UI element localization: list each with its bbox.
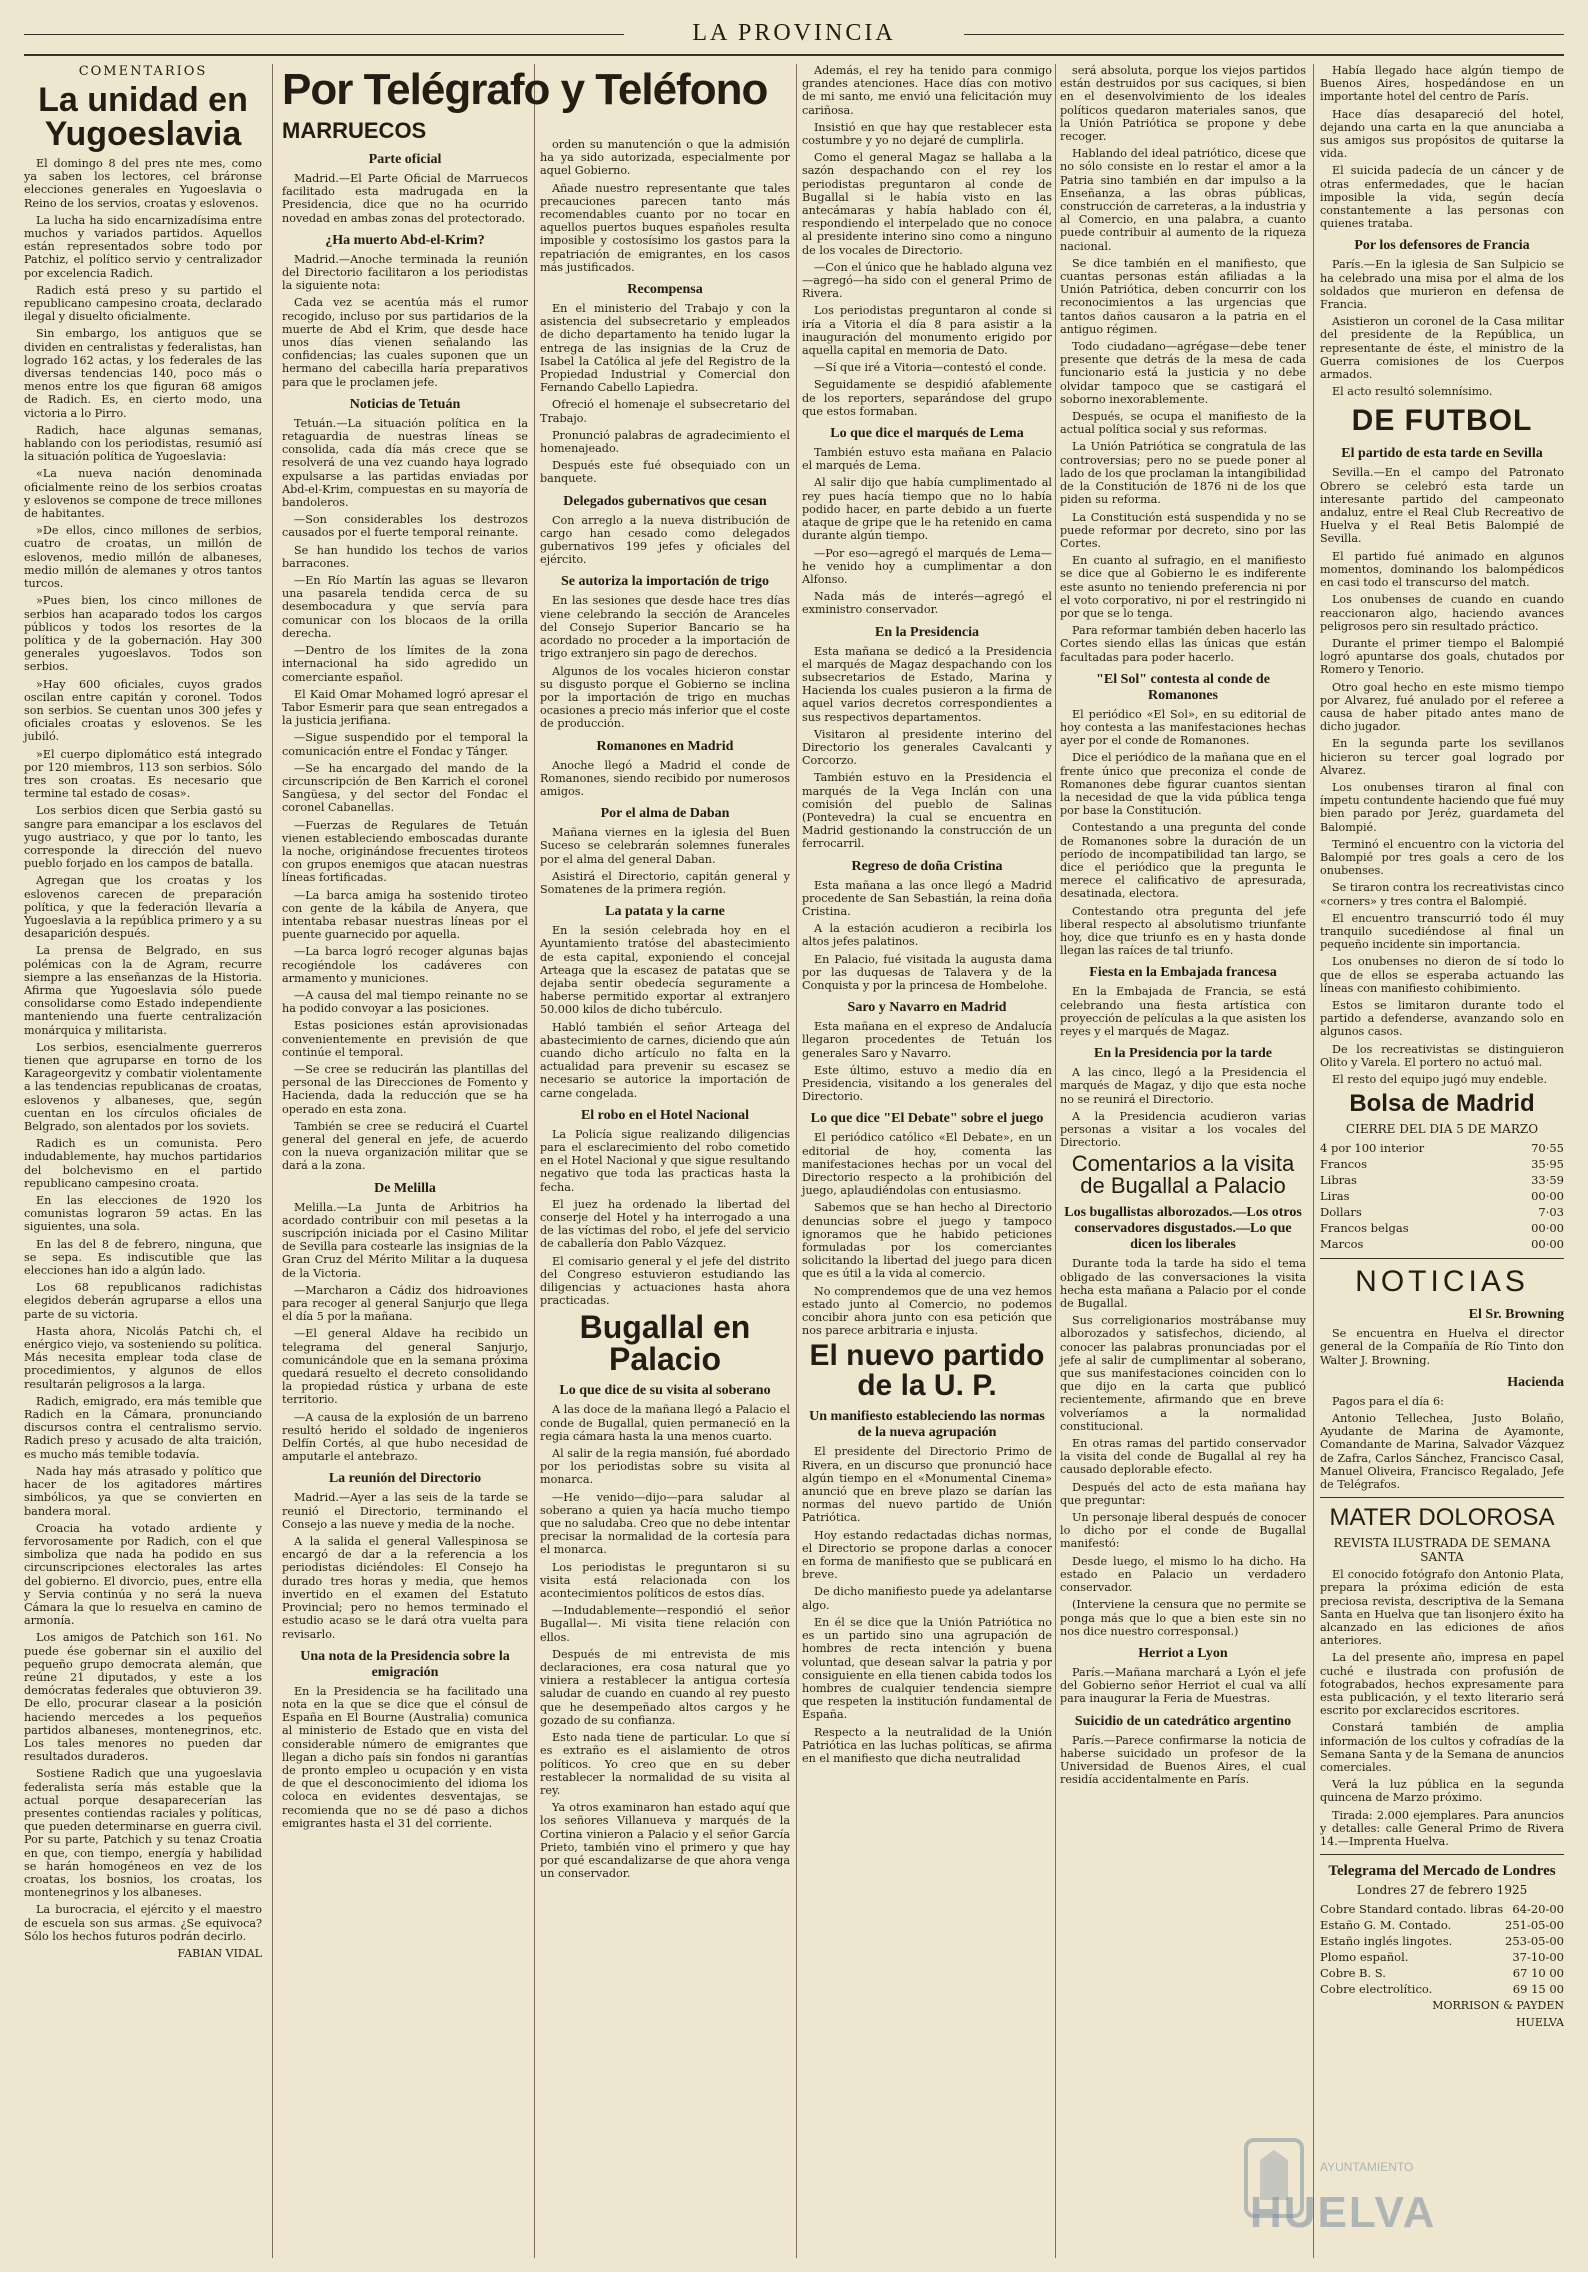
paragraph: Los serbios dicen que Serbia gastó su sangre para emancipar a los esclavos del yugo austriaco, y que por lo tanto, les corresponde la dirección del nuevo pueblo forjado en los campos de batalla. [24, 804, 262, 871]
paragraph: Después, se ocupa el manifiesto de la actual política social y sus reformas. [1060, 410, 1306, 437]
mater-title: MATER DOLOROSA [1329, 1504, 1555, 1532]
watermark-text: HUELVA [1250, 2188, 1437, 2237]
row-value: 33·59 [1531, 1173, 1564, 1188]
paragraph: (Interviene la censura que no permite se ponga más que lo que a bien este sin no nos dice nuestro corresponsal.) [1060, 1598, 1306, 1638]
column-4 [802, 64, 1052, 2258]
paragraph: París.—Mañana marchará a Lyón el jefe del Gobierno señor Herriot el cual va allí para inaugurar la Feria de Muestras. [1060, 1665, 1306, 1706]
paragraph: Sostiene Radich que una yugoeslavia federalista sería más estable que la actual porque desaparecerían las presentes contiendas raciales y políticas, que pueden determinarse en guerra civil. Por su parte, Patchich y su tenaz Croatia en que, con tiempo, energía y habilidad se harán homogéneos en vez de los croatas, los bosnios, los croatas, los montenegrinos y los albaneses. [24, 1767, 262, 1900]
paragraph: —En Río Martín las aguas se llevaron una pasarela tendida cerca de su desembocadura y que servía para comunicar con los blocaos de la orilla derecha. [282, 574, 528, 640]
section-heading: NOTICIAS [1355, 1265, 1529, 1299]
paragraph: Otro goal hecho en este mismo tiempo por Alvarez, fué anulado por el referee a causa de haber pitado antes mano de dicho jugador. [1320, 680, 1564, 734]
article-body [282, 253, 528, 389]
paragraph: —He venido—dijo—para saludar al soberano a quien ya hacía mucho tiempo que no saludaba. Creo que no debe intentar precisar la normalidad de la cortesía para el monarca. [540, 1490, 790, 1557]
subhead: El Sr. Browning [1468, 1307, 1564, 1323]
paragraph: Esta mañana se dedicó a la Presidencia el marqués de Magaz despachando con los subsecretarios de Estado, Marina y Hacienda los cuales pusieron a la firma de aquel varios decretos correspondientes a sus respectivos departamentos. [802, 644, 1052, 724]
subhead: De Melilla [374, 1180, 436, 1196]
masthead [24, 14, 1564, 56]
paragraph: —Indudablemente—respondió el señor Bugallal—. Mi visita tiene relación con ellos. [540, 1604, 790, 1644]
article-body [1060, 1066, 1306, 1149]
subhead: Los bugallistas alborozados.—Los otros conservadores disgustados.—Lo que dicen los liberales [1064, 1205, 1302, 1253]
column-1 [24, 64, 262, 2258]
row-value: 00·00 [1531, 1221, 1564, 1236]
subhead: Herriot a Lyon [1138, 1645, 1228, 1661]
row-value: 70·55 [1531, 1141, 1564, 1156]
paragraph: En otras ramas del partido conservador la visita del conde de Bugallal al rey ha causado deplorable efecto. [1060, 1437, 1306, 1477]
row-value: 69 15 00 [1512, 1982, 1564, 1997]
paragraph: Un personaje liberal después de conocer lo dicho por el conde de Bugallal manifestó: [1060, 1511, 1306, 1551]
article-headline: La unidad en Yugoeslavia [38, 81, 248, 153]
paragraph: Radich, emigrado, era más temible que Radich en la Cámara, pronunciando discursos contra el centralismo servio. Radich preso y acusado de alta traición, es mucho más temible todavía. [24, 1394, 262, 1461]
article-body [802, 1020, 1052, 1103]
table-row [1320, 1981, 1564, 1997]
paragraph: Mañana viernes en la iglesia del Buen Suceso se celebrarán solemnes funerales por el alma del general Daban. [540, 826, 790, 866]
paragraph: En las sesiones que desde hace tres días viene celebrando la sección de Aranceles del Consejo Superior Bancario se ha acordado no proceder a la importación de trigo extranjero sin pago de derechos. [540, 594, 790, 661]
paragraph: Cada vez se acentúa más el rumor recogido, incluso por sus partidarios de la muerte de Abd el Krim, que desde hace unos días vienen señalando las confidencias; las cuales suponen que un hermano del cabecilla haría preparativos para que le proclamen jefe. [282, 296, 528, 389]
paragraph: Los amigos de Patchich son 161. No puede ése gobernar sin el auxilio del pequeño grupo democrata alemán, que reúne 21 diputados, y este a los demócratas federales que obtuvieron 39. De ello, procurar clasear a la posición haciendo mercedes a los pequeños partidos albaneses, montenegrinos, etc. Los tales menores no pueden dar resultados duraderos. [24, 1631, 262, 1764]
article-body [282, 172, 528, 225]
paragraph: Los 68 republicanos radichistas elegidos deberán agruparse a ellos una parte de su victoria. [24, 1281, 262, 1321]
paragraph: En la segunda parte los sevillanos hicieron su tercer goal logrado por Alvarez. [1320, 737, 1564, 777]
paragraph: Contestando a una pregunta del conde de Romanones sobre la duración de un período de incompatibilidad tan largo, se dice el periódico que la pregunta le merece el calificativo de apresurada, desatinada, electora. [1060, 821, 1306, 901]
row-label: Cobre B. S. [1320, 1966, 1386, 1981]
article-body [802, 879, 1052, 993]
paragraph: Ya otros examinaron han estado aquí que los señores Villanueva y marqués de la Cortina vinieron a Palacio y el señor García Prieto, también vino el primero y que hay por qué escandalizarse de que ahora venga un conservador. [540, 1801, 790, 1881]
paragraph: Asistirá el Directorio, capitán general y Somatenes de la primera región. [540, 869, 790, 896]
subhead: Lo que dice de su visita al soberano [559, 1383, 771, 1399]
subhead: Suicidio de un catedrático argentino [1074, 1713, 1292, 1729]
article-body [1060, 985, 1306, 1038]
paragraph: A las doce de la mañana llegó a Palacio el conde de Bugallal, quien permaneció en la regia cámara hasta la una menos cuarto. [540, 1403, 790, 1443]
paragraph: Croacia ha votado ardiente y fervorosamente por Radich, con el que simboliza que nada ha podido en sus circunscripciones electorales las artes del gobierno. El divorcio, pues, entre ella y Servia continúa y no será la nueva Cámara la que lo resuelva en camino de armonía. [24, 1521, 262, 1628]
table-row [1320, 1949, 1564, 1965]
paragraph: La prensa de Belgrado, en sus polémicas con la de Agram, recurre siempre a las enseñanzas de la Historia. Afirma que Yugoeslavia sólo puede consolidarse como Estado independiente manteniendo una fuerte centralización monárquica y militarista. [24, 944, 262, 1037]
article-body [540, 759, 790, 799]
paragraph: Antonio Tellechea, Justo Bolaño, Ayudante de Marina de Ayamonte, Comandante de Marina, Salvador Vázquez de Zafra, Carlos Sánchez, Francisco Casal, Manuel Oliveira, Francisco Regalado, Jefe de Telégrafos. [1320, 1412, 1564, 1492]
paragraph: Contestando otra pregunta del jefe liberal respecto al absolutismo triunfante hoy, dice que triunfo es en y hasta donde llegan las raíces de tal triunfo. [1060, 904, 1306, 958]
paragraph: El encuentro transcurrió todo él muy tranquilo sucediéndose al final un pequeño incidente sin importancia. [1320, 911, 1564, 952]
paragraph: Después este fué obsequiado con un banquete. [540, 459, 790, 486]
paragraph: Seguidamente se despidió afablemente de los reporters, separándose del grupo que estos formaban. [802, 378, 1052, 418]
paragraph: —Fuerzas de Regulares de Tetuán vienen estableciendo emboscadas durante la noche, originándose frecuentes tiroteos con grupos enemigos que atacan nuestras líneas fortificadas. [282, 818, 528, 885]
paragraph: Los onubenses no dieron de sí todo lo que de ellos se esperaba actuando las líneas con manifiesto cohibimiento. [1320, 955, 1564, 995]
paragraph: será absoluta, porque los viejos partidos están destruidos por sus caciques, si bien en el desenvolvimiento de los ideales políticos quedaron materiales sanos, que la Unión Patriótica se propone y debe recoger. [1060, 64, 1306, 144]
paragraph: Tetuán.—La situación política en la retaguardia de nuestras líneas se consolida, cada día más crece que se resolverá de una vez cuando haya logrado expulsarse a las partidas enviadas por Abd-el-Krim, compuestas en su mayoría de bandoleros. [282, 416, 528, 510]
paragraph: El conocido fotógrafo don Antonio Plata, prepara la próxima edición de esta preciosa revista, descriptiva de la Semana Santa en Huelva que tan lisonjero éxito ha alcanzado en las ediciones de años anteriores. [1320, 1568, 1564, 1648]
subhead: El partido de esta tarde en Sevilla [1341, 446, 1543, 462]
subhead: En la Presidencia [875, 624, 979, 640]
table-row [1320, 1220, 1564, 1236]
paragraph: De dicho manifiesto puede ya adelantarse algo. [802, 1585, 1052, 1612]
paragraph: Al salir dijo que había cumplimentado al rey pues hacía tiempo que no lo había podido hacer, en parte debido a un fuerte ataque de gripe que le ha retenido en cama durante algún tiempo. [802, 476, 1052, 543]
telegram-date: Londres 27 de febrero 1925 [1356, 1883, 1528, 1898]
paragraph: En Palacio, fué visitada la augusta dama por las duquesas de Talavera y de la Conquista y por la princesa de Hombelohe. [802, 952, 1052, 992]
subhead: Se autoriza la importación de trigo [560, 574, 770, 590]
paragraph: En cuanto al sufragio, en el manifiesto se dice que al Gobierno le es indiferente este asunto no teniendo preferencia ni por el voto corporativo, ni por el restringido ni por que se lo tenga. [1060, 554, 1306, 620]
paragraph: Ofreció el homenaje el subsecretario del Trabajo. [540, 398, 790, 425]
paragraph: El juez ha ordenado la libertad del conserje del Hotel y ha interrogado a una de las víctimas del robo, el jefe del servicio de caballería don Pablo Vázquez. [540, 1197, 790, 1251]
paragraph: En la Presidencia se ha facilitado una nota en la que se dice que el cónsul de España en El Bourne (Australia) comunica al ministerio de Estado que en vista del considerable número de emigrantes que llegan a dicho país sin fondos ni garantías de pronto empleo u ocupación y en vista de que el desconocimiento del idioma los coloca en evidentes desventajas, se recomienda que no se dé paso a dichos emigrantes hasta el 31 del corriente. [282, 1684, 528, 1830]
paragraph: Al salir de la regia mansión, fué abordado por los periodistas sobre su visita al monarca. [540, 1447, 790, 1487]
paragraph: Agregan que los croatas y los eslovenos carecen de preparación política, y que la federación llevaría a Yugoeslavia a la república primero y a su desaparición después. [24, 874, 262, 941]
subhead: Lo que dice "El Debate" sobre el juego [810, 1111, 1044, 1127]
article-body [540, 138, 790, 274]
paragraph: También estuvo esta mañana en Palacio el marqués de Lema. [802, 446, 1052, 473]
paragraph: Constará también de amplia información de los cultos y cofradías de la Semana Santa y de la Semana de anuncios comerciales. [1320, 1721, 1564, 1775]
subhead: Delegados gubernativos que cesan [563, 493, 767, 509]
paragraph: —Sigue suspendido por el temporal la comunicación entre el Fondac y Tánger. [282, 731, 528, 758]
row-value: 37-10-00 [1512, 1950, 1564, 1965]
row-value: 67 10 00 [1512, 1966, 1564, 1981]
row-label: Liras [1320, 1189, 1350, 1204]
subhead: Romanones en Madrid [596, 738, 734, 754]
table-row [1320, 1901, 1564, 1917]
mater-subtitle: REVISTA ILUSTRADA DE SEMANA SANTA [1333, 1536, 1551, 1565]
paragraph: Pronunció palabras de agradecimiento el homenajeado. [540, 428, 790, 456]
row-label: Cobre Standard contado. libras [1320, 1902, 1504, 1917]
paragraph: Tirada: 2.000 ejemplares. Para anuncios y detalles: calle General Primo de Rivera 14.—Imprenta Huelva. [1320, 1808, 1564, 1849]
paragraph: Nada más de interés—agregó el exministro conservador. [802, 590, 1052, 617]
row-label: 4 por 100 interior [1320, 1141, 1425, 1156]
section-banner-headline: Por Telégrafo y Teléfono [282, 65, 768, 114]
column-5 [1060, 64, 1306, 2258]
paragraph: »De ellos, cinco millones de serbios, cuatro de croatas, un millón de eslovenos, medio millón de albaneses, medio millón de alemanes y otros tantos turcos. [24, 524, 262, 591]
subhead: El robo en el Hotel Nacional [580, 1107, 750, 1123]
subhead: ¿Ha muerto Abd-el-Krim? [325, 232, 485, 248]
paragraph: Durante el primer tiempo el Balompié logró apuntarse dos goals, chutados por Romero y Tenorio. [1320, 636, 1564, 677]
paragraph: La burocracia, el ejército y el maestro de escuela son sus armas. ¿Se equivoca? Sólo los hechos futuros podrán decirlo. [24, 1903, 262, 1943]
paragraph: Había llegado hace algún tiempo de Buenos Aires, hospedándose en un importante hotel del centro de París. [1320, 64, 1564, 104]
paragraph: Con arreglo a la nueva distribución de cargo han cesado como delegados gubernativos 199 jefes y oficiales del ejército. [540, 513, 790, 567]
paragraph: Algunos de los vocales hicieron constar su disgusto porque el Gobierno se inclina por la importación de trigo en muchas ocasiones a precio más inferior que el coste de producción. [540, 664, 790, 731]
table-row [1320, 1236, 1564, 1252]
bolsa-subtitle: CIERRE DEL DIA 5 DE MARZO [1345, 1122, 1539, 1137]
table-row [1320, 1188, 1564, 1204]
paragraph: En él se dice que la Unión Patriótica no es un partido sino una agrupación de hombres de recta intención y buena voluntad, que desean salvar la patria y por consiguiente en ella tienen cabida todos los hombres de cualquier tendencia siempre que respeten la institución fundamental de España. [802, 1615, 1052, 1722]
row-value: 35·95 [1531, 1157, 1564, 1172]
paragraph: Sin embargo, los antiguos que se dividen en centralistas y federalistas, han logrado 162 actas, y los federales de las diversas tendencias 140, poco más o menos entre los que figuran 68 amigos de Radich. Es, en cierto modo, una victoria a lo Pirro. [24, 327, 262, 420]
article-body [282, 1685, 528, 1830]
article-headline: El nuevo partido de la U. P. [809, 1339, 1045, 1403]
row-label: Dollars [1320, 1205, 1362, 1220]
column-6 [1320, 64, 1564, 2258]
section-kicker: COMENTARIOS [78, 64, 208, 79]
paragraph: Radich, hace algunas semanas, hablando con los periodistas, resumió así la situación política de Yugoeslavia: [24, 423, 262, 464]
article-body [802, 446, 1052, 616]
article-body [1060, 708, 1306, 958]
row-value: 251-05-00 [1505, 1918, 1564, 1933]
paragraph: París.—Parece confirmarse la noticia de haberse suicidado un profesor de la Universidad de Buenos Aires, el cual residía accidentalmente en París. [1060, 1733, 1306, 1787]
paragraph: París.—En la iglesia de San Sulpicio se ha celebrado una misa por el alma de los soldados que murieron en defensa de Francia. [1320, 258, 1564, 312]
article-body [1060, 1734, 1306, 1787]
paragraph: Se tiraron contra los recreativistas cinco «corners» y tres contra el Balompié. [1320, 881, 1564, 908]
article-body [24, 157, 262, 1943]
paragraph: En las elecciones de 1920 los comunistas lograron 59 actas. En las siguientes, una sola. [24, 1194, 262, 1234]
paragraph: »Pues bien, los cinco millones de serbios han acaparado todos los cargos públicos y todos los resortes de la política y de la gobernación. Hay 300 generales yugoeslavos. Todos son serbios. [24, 594, 262, 674]
subhead: En la Presidencia por la tarde [1094, 1046, 1272, 1062]
paragraph: La Policía sigue realizando diligencias para el esclarecimiento del robo cometido en el Hotel Nacional y que sigue resultando negativo que toda las practicas hasta la fecha. [540, 1127, 790, 1194]
section-heading: MARRUECOS [282, 118, 427, 143]
table-row [1320, 1204, 1564, 1220]
table-row [1320, 1917, 1564, 1933]
article-body [1320, 1327, 1564, 1367]
article-body [540, 1128, 790, 1308]
article-headline: Comentarios a la visita de Bugallal a Palacio [1071, 1151, 1295, 1199]
article-body [1060, 1666, 1306, 1706]
paragraph: Hace días desapareció del hotel, dejando una carta en la que anunciaba a sus amigos sus propósitos de quitarse la vida. [1320, 107, 1564, 161]
paragraph: No comprendemos que de una vez hemos estado junto al Comercio, no podemos concibir ahora junto con esa petición que nos parece arbitraria e injusta. [802, 1284, 1052, 1338]
paragraph: Esta mañana a las once llegó a Madrid procedente de San Sebastián, la reina doña Cristina. [802, 878, 1052, 918]
section-heading: DE FUTBOL [1351, 404, 1533, 438]
paragraph: Esto nada tiene de particular. Lo que sí es extraño es el aislamiento de otros políticos. Yo creo que en su deber restablecer la normalidad de su visita al rey. [540, 1731, 790, 1797]
paragraph: Durante toda la tarde ha sido el tema obligado de las conversaciones la visita hecha esta mañana a Palacio por el conde de Bugallal. [1060, 1257, 1306, 1311]
paragraph: —A causa del mal tiempo reinante no se ha podido convoyar a las posiciones. [282, 988, 528, 1016]
article-body [1060, 64, 1306, 664]
paragraph: La lucha ha sido encarnizadísima entre muchos y variados partidos. Aquellos están representados sobre todo por Patchiz, el político servio y centralizador por excelencia Radich. [24, 213, 262, 280]
paragraph: Después de mi entrevista de mis declaraciones, era cosa natural que yo viniera a restablecer la antigua cortesía saludar de cuando en cuando al rey puesto que he desempeñado altos cargos y he gozado de su confianza. [540, 1647, 790, 1727]
row-label: Cobre electrolítico. [1320, 1982, 1433, 1997]
paragraph: Respecto a la neutralidad de la Unión Patriótica en las luchas políticas, se afirma en el manifiesto que dicha neutralidad [802, 1725, 1052, 1765]
article-body [1060, 1257, 1306, 1637]
row-value: 253-05-00 [1505, 1934, 1564, 1949]
paragraph: Sabemos que se han hecho al Directorio denuncias sobre el juego y tampoco ignoramos que he habido peticiones formuladas por los comerciantes solicitando la libertad del juego para dicen que es útil a la vida al comercio. [802, 1201, 1052, 1281]
bolsa-table [1320, 1140, 1564, 1252]
subhead: La reunión del Directorio [328, 1471, 482, 1487]
paragraph: A la estación acudieron a recibirla los altos jefes palatinos. [802, 922, 1052, 949]
paragraph: Radich está preso y su partido el republicano campesino croata, declarado ilegal y disuelto oficialmente. [24, 283, 262, 324]
row-value: 00·00 [1531, 1237, 1564, 1252]
subhead: Parte oficial [368, 152, 442, 167]
paragraph: Terminó el encuentro con la victoria del Balompié por tres goals a cero de los onubenses. [1320, 837, 1564, 878]
paragraph: A la Presidencia acudieron varias personas a visitar a los vocales del Directorio. [1060, 1109, 1306, 1150]
paragraph: El domingo 8 del pres nte mes, como ya saben los lectores, cel bráronse elecciones generales en Yugoeslavia o Reino de los servios, croatas y eslovenos. [24, 157, 262, 210]
paragraph: Los onubenses tiraron al final con ímpetu contundente haciendo que fué muy bien parado por Jeréz, guardameta del Balompié. [1320, 780, 1564, 834]
article-body [802, 64, 1052, 418]
newspaper-page [24, 14, 1564, 2258]
subhead: Fiesta en la Embajada francesa [1089, 965, 1277, 981]
article-body [540, 924, 790, 1100]
subhead: Recompensa [627, 282, 703, 298]
row-value: 64-20-00 [1512, 1902, 1564, 1917]
paragraph: —Por eso—agregó el marqués de Lema—he venido hoy a cumplimentar a don Alfonso. [802, 546, 1052, 586]
paragraph: —Marcharon a Cádiz dos hidroaviones para recoger al general Sanjurjo que llega el día 5 por la mañana. [282, 1283, 528, 1324]
paragraph: Madrid.—Anoche terminada la reunión del Directorio facilitaron a los periodistas la siguiente nota: [282, 252, 528, 293]
paragraph: Pagos para el día 6: [1332, 1394, 1444, 1408]
paragraph: »Hay 600 oficiales, cuyos grados oscilan entre capitán y coronel. Todos son serbios. Se cuentan unos 300 jefes y oficiales croatas y eslovenos. Se les jubiló. [24, 677, 262, 744]
paragraph: Hoy estando redactadas dichas normas, el Directorio se propone darlas a conocer en forma de manifiesto que se publicará en breve. [802, 1528, 1052, 1582]
subhead: Hacienda [1507, 1374, 1564, 1390]
paragraph: La Constitución está suspendida y no se puede reformar por decreto, sino por las Cortes. [1060, 510, 1306, 550]
paragraph: El periódico católico «El Debate», en un editorial de hoy, comenta las manifestaciones hechas por un vocal del Directorio respecto a la prohibición del juego, aplaudiéndolas con entusiasmo. [802, 1131, 1052, 1198]
article-body [1320, 258, 1564, 398]
paragraph: El acto resultó solemnísimo. [1332, 385, 1493, 399]
subhead: Regreso de doña Cristina [851, 858, 1003, 874]
paragraph: —Son considerables los destrozos causados por el fuerte temporal reinante. [282, 513, 528, 540]
paragraph: El suicida padecía de un cáncer y de otras enfermedades, que le hacían imposible la vida, según decía constantemente a las personas con quienes trataba. [1320, 164, 1564, 231]
subhead: La patata y la carne [605, 904, 725, 920]
paragraph: —La barca logró recoger algunas bajas recogiéndole los cadáveres con armamento y municiones. [282, 945, 528, 985]
row-value: 00·00 [1531, 1189, 1564, 1204]
paragraph: Madrid.—El Parte Oficial de Marruecos facilitado esta madrugada en la Presidencia, dice que no ha ocurrido novedad en ambas zonas del protectorado. [282, 172, 528, 225]
paragraph: La del presente año, impresa en papel cuché e ilustrada con profusión de fotograbados, hechos expresamente para esta publicación, y el texto literario será escrito por exclarecidos escritores. [1320, 1651, 1564, 1718]
subhead: Noticias de Tetuán [349, 396, 461, 412]
article-signature: FABIAN VIDAL [177, 1947, 262, 1960]
paragraph: De los recreativistas se distinguieron Olito y Varela. El portero no actuó mal. [1320, 1042, 1564, 1069]
paragraph: También estuvo en la Presidencia el marqués de la Vega Inclán con una comisión del pueblo de Salinas (Pontevedra) la cual se encuentra en Madrid gestionando la construcción de un ferrocarril. [802, 771, 1052, 851]
paragraph: En el ministerio del Trabajo y con la asistencia del subsecretario y empleados de dicho departamento ha tenido lugar la entrega de las insignias de la Cruz de Isabel la Católica al jefe del Registro de la Propiedad Industrial y Comercial don Fernando Cabello Lapiedra. [540, 302, 790, 395]
paragraph: Nada hay más atrasado y político que hacer de los agitadores mártires simbólicos, ya que se convierten en bandera moral. [24, 1464, 262, 1518]
paragraph: El comisario general y el jefe del distrito del Congreso estuvieron estudiando las diligencias y actuaciones hasta ahora practicadas. [540, 1254, 790, 1308]
row-label: Francos [1320, 1157, 1368, 1172]
paragraph: Los serbios, esencialmente guerreros tienen que agruparse en torno de los Karageorgevitz y combatir violentamente a las tendencias republicanas de croatas, eslovenos y albaneses, que, según cuentan en los círculos oficiales de Belgrado, son alentados por los soviets. [24, 1040, 262, 1134]
telegram-title: Telegrama del Mercado de Londres [1328, 1863, 1556, 1880]
paragraph: Madrid.—Ayer a las seis de la tarde se reunió el Directorio, terminando el Consejo a las nueve y media de la noche. [282, 1491, 528, 1531]
article-body [282, 1201, 528, 1464]
paragraph: A las cinco, llegó a la Presidencia el marqués de Magaz, y dijo que esta noche no se reunirá el Directorio. [1060, 1066, 1306, 1106]
paragraph: »El cuerpo diplomático está integrado por 120 miembros, 113 son serbios. Sólo tres son croatas. Es necesario que termine tal estado de cosas». [24, 747, 262, 801]
row-label: Estaño G. M. Contado. [1320, 1918, 1452, 1933]
paragraph: El periódico «El Sol», en su editorial de hoy contesta a las manifestaciones hechas ayer por el conde de Romanones. [1060, 707, 1306, 748]
telegram-table [1320, 1901, 1564, 1997]
paragraph: A la salida el general Vallespinosa se encargó de dar a la referencia a los periodistas diciéndoles: El Consejo ha durado tres horas y media, que hemos invertido en el examen del Estatuto Provincial; pero no hemos terminado el estudio acaso se le dará otra vuelta para revisarlo. [282, 1535, 528, 1641]
row-label: Francos belgas [1320, 1221, 1409, 1236]
telegram-signature: MORRISON & PAYDEN [1432, 1999, 1564, 2013]
paragraph: También se cree se reducirá el Cuartel general del general en jefe, de acuerdo con la nueva organización militar que se dará a la zona. [282, 1119, 528, 1173]
paragraph: En la Embajada de Francia, se está celebrando una fiesta artística con proyección de películas a la que asisten los reyes y el marqués de Magaz. [1060, 985, 1306, 1038]
table-row [1320, 1172, 1564, 1188]
paragraph: —Sí que iré a Vitoria—contestó el conde. [814, 361, 1047, 375]
paragraph: En las del 8 de febrero, ninguna, que se sepa. Es indiscutible que las elecciones han ido a algún lado. [24, 1237, 262, 1278]
masthead-title: LA PROVINCIA [692, 20, 896, 46]
paragraph: —La barca amiga ha sostenido tiroteo con gente de la kábila de Anyera, que intentaba rebasar nuestras líneas por el puente guarnecido por aquella. [282, 888, 528, 942]
row-label: Estaño inglés lingotes. [1320, 1934, 1453, 1949]
paragraph: Verá la luz pública en la segunda quincena de Marzo próximo. [1320, 1778, 1564, 1805]
paragraph: Sus correligionarios mostrábanse muy alborozados y satisfechos, diciendo, al conocer las palabras pronunciadas por el jefe al salir de cumplimentar al soberano, que sus manifestaciones coinciden con lo que dijo en la carta que publicó recientemente, afirmando que en breve volveríamos a la normalidad constitucional. [1060, 1314, 1306, 1433]
paragraph: Se han hundido los techos de varios barracones. [282, 543, 528, 570]
subhead: Una nota de la Presidencia sobre la emigración [300, 1648, 510, 1680]
paragraph: Dice el periódico de la mañana que en el frente único que preconiza el conde de Romanones debe figurar cuantos sientan la necesidad de que la vida pública tenga por base la Constitución. [1060, 751, 1306, 818]
table-row [1320, 1965, 1564, 1981]
paragraph: Hasta ahora, Nicolás Patchi ch, el enérgico viejo, va sosteniendo su política. Más necesita emplear toda clase de procedimientos, y algunos de ellos resultarán peligrosos a la larga. [24, 1324, 262, 1391]
subhead: Saro y Navarro en Madrid [847, 1000, 1007, 1016]
article-headline: Bugallal en Palacio [579, 1309, 751, 1378]
paragraph: Habló también el señor Arteaga del abastecimiento de carnes, diciendo que aún cuando dicho artículo no falta en la actualidad para prevenir su escasez se necesario se autorice la importación de carne congelada. [540, 1020, 790, 1100]
paragraph: Asistieron un coronel de la Casa militar del presidente de la República, un representante de éste, el ministro de la Guerra comisiones de los Cuerpos armados. [1320, 315, 1564, 382]
article-body [1320, 64, 1564, 230]
column-3 [540, 138, 790, 2258]
paragraph: Después del acto de esta mañana hay que preguntar: [1060, 1480, 1306, 1507]
paragraph: «La nueva nación denominada oficialmente reino de los serbios croatas y eslovenos se compone de trece millones de habitantes. [24, 467, 262, 521]
article-body [802, 1131, 1052, 1337]
paragraph: Los onubenses de cuando en cuando reaccionaron algo, haciendo avances peligrosos pero sin resultado práctico. [1320, 593, 1564, 633]
row-value: 7·03 [1538, 1205, 1564, 1220]
table-row [1320, 1156, 1564, 1172]
paragraph: Se dice también en el manifiesto, que cuantas personas están afiliadas a la Unión Patriótica, deben concurrir con los reconocimientos a las urgencias que tantos daños causaron a la patria en el antiguo régimen. [1060, 256, 1306, 336]
paragraph: —Con el único que he hablado alguna vez—agregó—ha sido con el general Primo de Rivera. [802, 260, 1052, 301]
watermark-small-text: AYUNTAMIENTO [1320, 2160, 1414, 2174]
paragraph: Además, el rey ha tenido para conmigo grandes atenciones. Hace días con motivo de mi santo, me envió una felicitación muy cariñosa. [802, 64, 1052, 117]
paragraph: Anoche llegó a Madrid el conde de Romanones, siendo recibido por numerosos amigos. [540, 758, 790, 798]
article-body [802, 645, 1052, 851]
paragraph: —Dentro de los límites de la zona internacional ha sido agredido un comerciante español. [282, 644, 528, 684]
article-body [1320, 1568, 1564, 1848]
article-body [1320, 466, 1564, 1086]
paragraph: El presidente del Directorio Primo de Rivera, en un discurso que pronunció hace algún tiempo en el «Monumental Cinema» anunció que en breve plazo se darían las normas del nuevo partido de Unión Patriótica. [802, 1445, 1052, 1525]
bolsa-title: Bolsa de Madrid [1349, 1090, 1535, 1118]
article-body [1320, 1395, 1564, 1491]
paragraph: Estos se limitaron durante todo el partido a defenderse, avanzando solo en algunos casos. [1320, 998, 1564, 1039]
row-label: Libras [1320, 1173, 1357, 1188]
paragraph: Melilla.—La Junta de Arbitrios ha acordado contribuir con mil pesetas a la suscripción iniciada por el Casino Militar de Sevilla para costearle las insignias de la Gran Cruz del Mérito Militar a la duquesa de la Victoria. [282, 1200, 528, 1280]
paragraph: Añade nuestro representante que tales precauciones parecen tanto más recomendables cuanto por no tocar en aquellos puertos buques españoles resulta imposible y costosísimo los gastos para la repatriación de emigrantes, en los casos más justificados. [540, 181, 790, 274]
paragraph: Radich es un comunista. Pero indudablemente, hay muchos partidarios del bolchevismo en el partido republicano campesino croata. [24, 1137, 262, 1190]
paragraph: El resto del equipo jugó muy endeble. [1332, 1073, 1548, 1086]
table-row [1320, 1140, 1564, 1156]
paragraph: —A causa de la explosión de un barreno resultó herido el soldado de ingenieros Delfín Cortés, al que hubo necesidad de amputarle el antebrazo. [282, 1410, 528, 1464]
subhead: Por los defensores de Francia [1354, 238, 1530, 254]
paragraph: Visitaron al presidente interino del Directorio los generales Cavalcanti y Corcorzo. [802, 727, 1052, 768]
paragraph: Como el general Magaz se hallaba a la sazón despachando con el rey los periodistas preguntaron al conde de Bugallal si le había visto en las antecámaras y había hablado con él, respondiendo el interpelado que no conoce al presidente interino sino como a ninguno de los vocales de Directorio. [802, 151, 1052, 257]
paragraph: Todo ciudadano—agrégase—debe tener presente que detrás de la mesa de cada funcionario está la justicia y no debe olvidar tampoco que se castigará el soborno inexorablemente. [1060, 340, 1306, 406]
article-body [540, 514, 790, 567]
article-body [540, 1403, 790, 1880]
paragraph: Hablando del ideal patriótico, dicese que no sólo consiste en lo restar el amor a la Patria sino también en dar impulso a la Enseñanza, a las obras públicas, construcción de carreteras, a la industria y al Comercio, en una palabra, a cuanto puede contribuir al aumento de la riqueza nacional. [1060, 147, 1306, 253]
paragraph: Insistió en que hay que restablecer esta costumbre y yo no dejaré de cumplirla. [802, 120, 1052, 148]
paragraph: Los periodistas le preguntaron si su visita está relacionada con los acontecimientos políticos de estos días. [540, 1560, 790, 1601]
paragraph: Se encuentra en Huelva el director general de la Compañía de Río Tinto don Walter J. Browning. [1320, 1327, 1564, 1367]
row-label: Marcos [1320, 1237, 1364, 1252]
paragraph: —Se cree se reducirán las plantillas del personal de las Direcciones de Fomento y Hacienda, dada la reducción que se ha operado en esta zona. [282, 1062, 528, 1116]
subhead: Un manifiesto estableciendo las normas de la nueva agrupación [809, 1409, 1045, 1441]
subhead: "El Sol" contesta al conde de Romanones [1096, 671, 1270, 703]
article-body [540, 826, 790, 896]
row-label: Plomo español. [1320, 1950, 1409, 1965]
paragraph: Esta mañana en el expreso de Andalucía llegaron procedentes de Tetuán los generales Saro y Navarro. [802, 1020, 1052, 1060]
paragraph: El partido fué animado en algunos momentos, dominando los balompédicos en casi todo el transcurso del match. [1320, 549, 1564, 590]
telegram-signature-city: HUELVA [1515, 2016, 1564, 2030]
paragraph: En la sesión celebrada hoy en el Ayuntamiento tratóse del abastecimiento de esta capital, exponiendo el concejal Arteaga que la escasez de patatas que se dejaba sentir obedecía seguramente a haberse permitido exportar al extranjero 50.000 kilos de dicho tubérculo. [540, 924, 790, 1017]
article-body [282, 417, 528, 1173]
paragraph: —Se ha encargado del mando de la circunscripción de Ben Karrich el coronel Sangüesa, y del sector del Fondac el coronel Cabanellas. [282, 761, 528, 815]
paragraph: El Kaid Omar Mohamed logró apresar el Tabor Esmerir para que sean entregados a la justicia jerifiana. [282, 687, 528, 728]
paragraph: —El general Aldave ha recibido un telegrama del general Sanjurjo, comunicándole que en la semana próxima quedará resuelto el decreto consolidando la propiedad rústica y urbana de este territorio. [282, 1327, 528, 1407]
article-body [282, 1491, 528, 1640]
table-row [1320, 1933, 1564, 1949]
article-body [802, 1445, 1052, 1765]
subhead: Lo que dice el marqués de Lema [830, 426, 1024, 442]
article-body [540, 302, 790, 486]
subhead: Por el alma de Daban [600, 806, 730, 822]
paragraph: Desde luego, el mismo lo ha dicho. Ha estado en Palacio un verdadero conservador. [1060, 1554, 1306, 1595]
paragraph: Sevilla.—En el campo del Patronato Obrero se celebró esta tarde un interesante partido del campeonato andaluz, entre el Real Club Recreativo de Huelva y el Real Betis Balompié de Sevilla. [1320, 466, 1564, 546]
paragraph: Estas posiciones están aprovisionadas convenientemente en previsión de que continúe el temporal. [282, 1019, 528, 1059]
paragraph: Para reformar también deben hacerlo las Cortes siendo ellas las únicas que están facultadas para poder hacerlo. [1060, 624, 1306, 664]
article-body [540, 594, 790, 730]
paragraph: Los periodistas preguntaron al conde si iría a Vitoria el día 8 para asistir a la inauguración del monumento erigido por aquella capital en memoria de Dato. [802, 304, 1052, 358]
paragraph: Este último, estuvo a medio día en Presidencia, visitando a los generales del Directorio. [802, 1063, 1052, 1104]
paragraph: orden su manutención o que la admisión ha ya sido autorizada, especialmente por aquel Gobierno. [540, 138, 790, 178]
paragraph: La Unión Patriótica se congratula de las controversias; pero no se puede poner al lado de los que proclaman la intangibilidad de la Constitución de 1876 ni de los que piden su reforma. [1060, 440, 1306, 507]
